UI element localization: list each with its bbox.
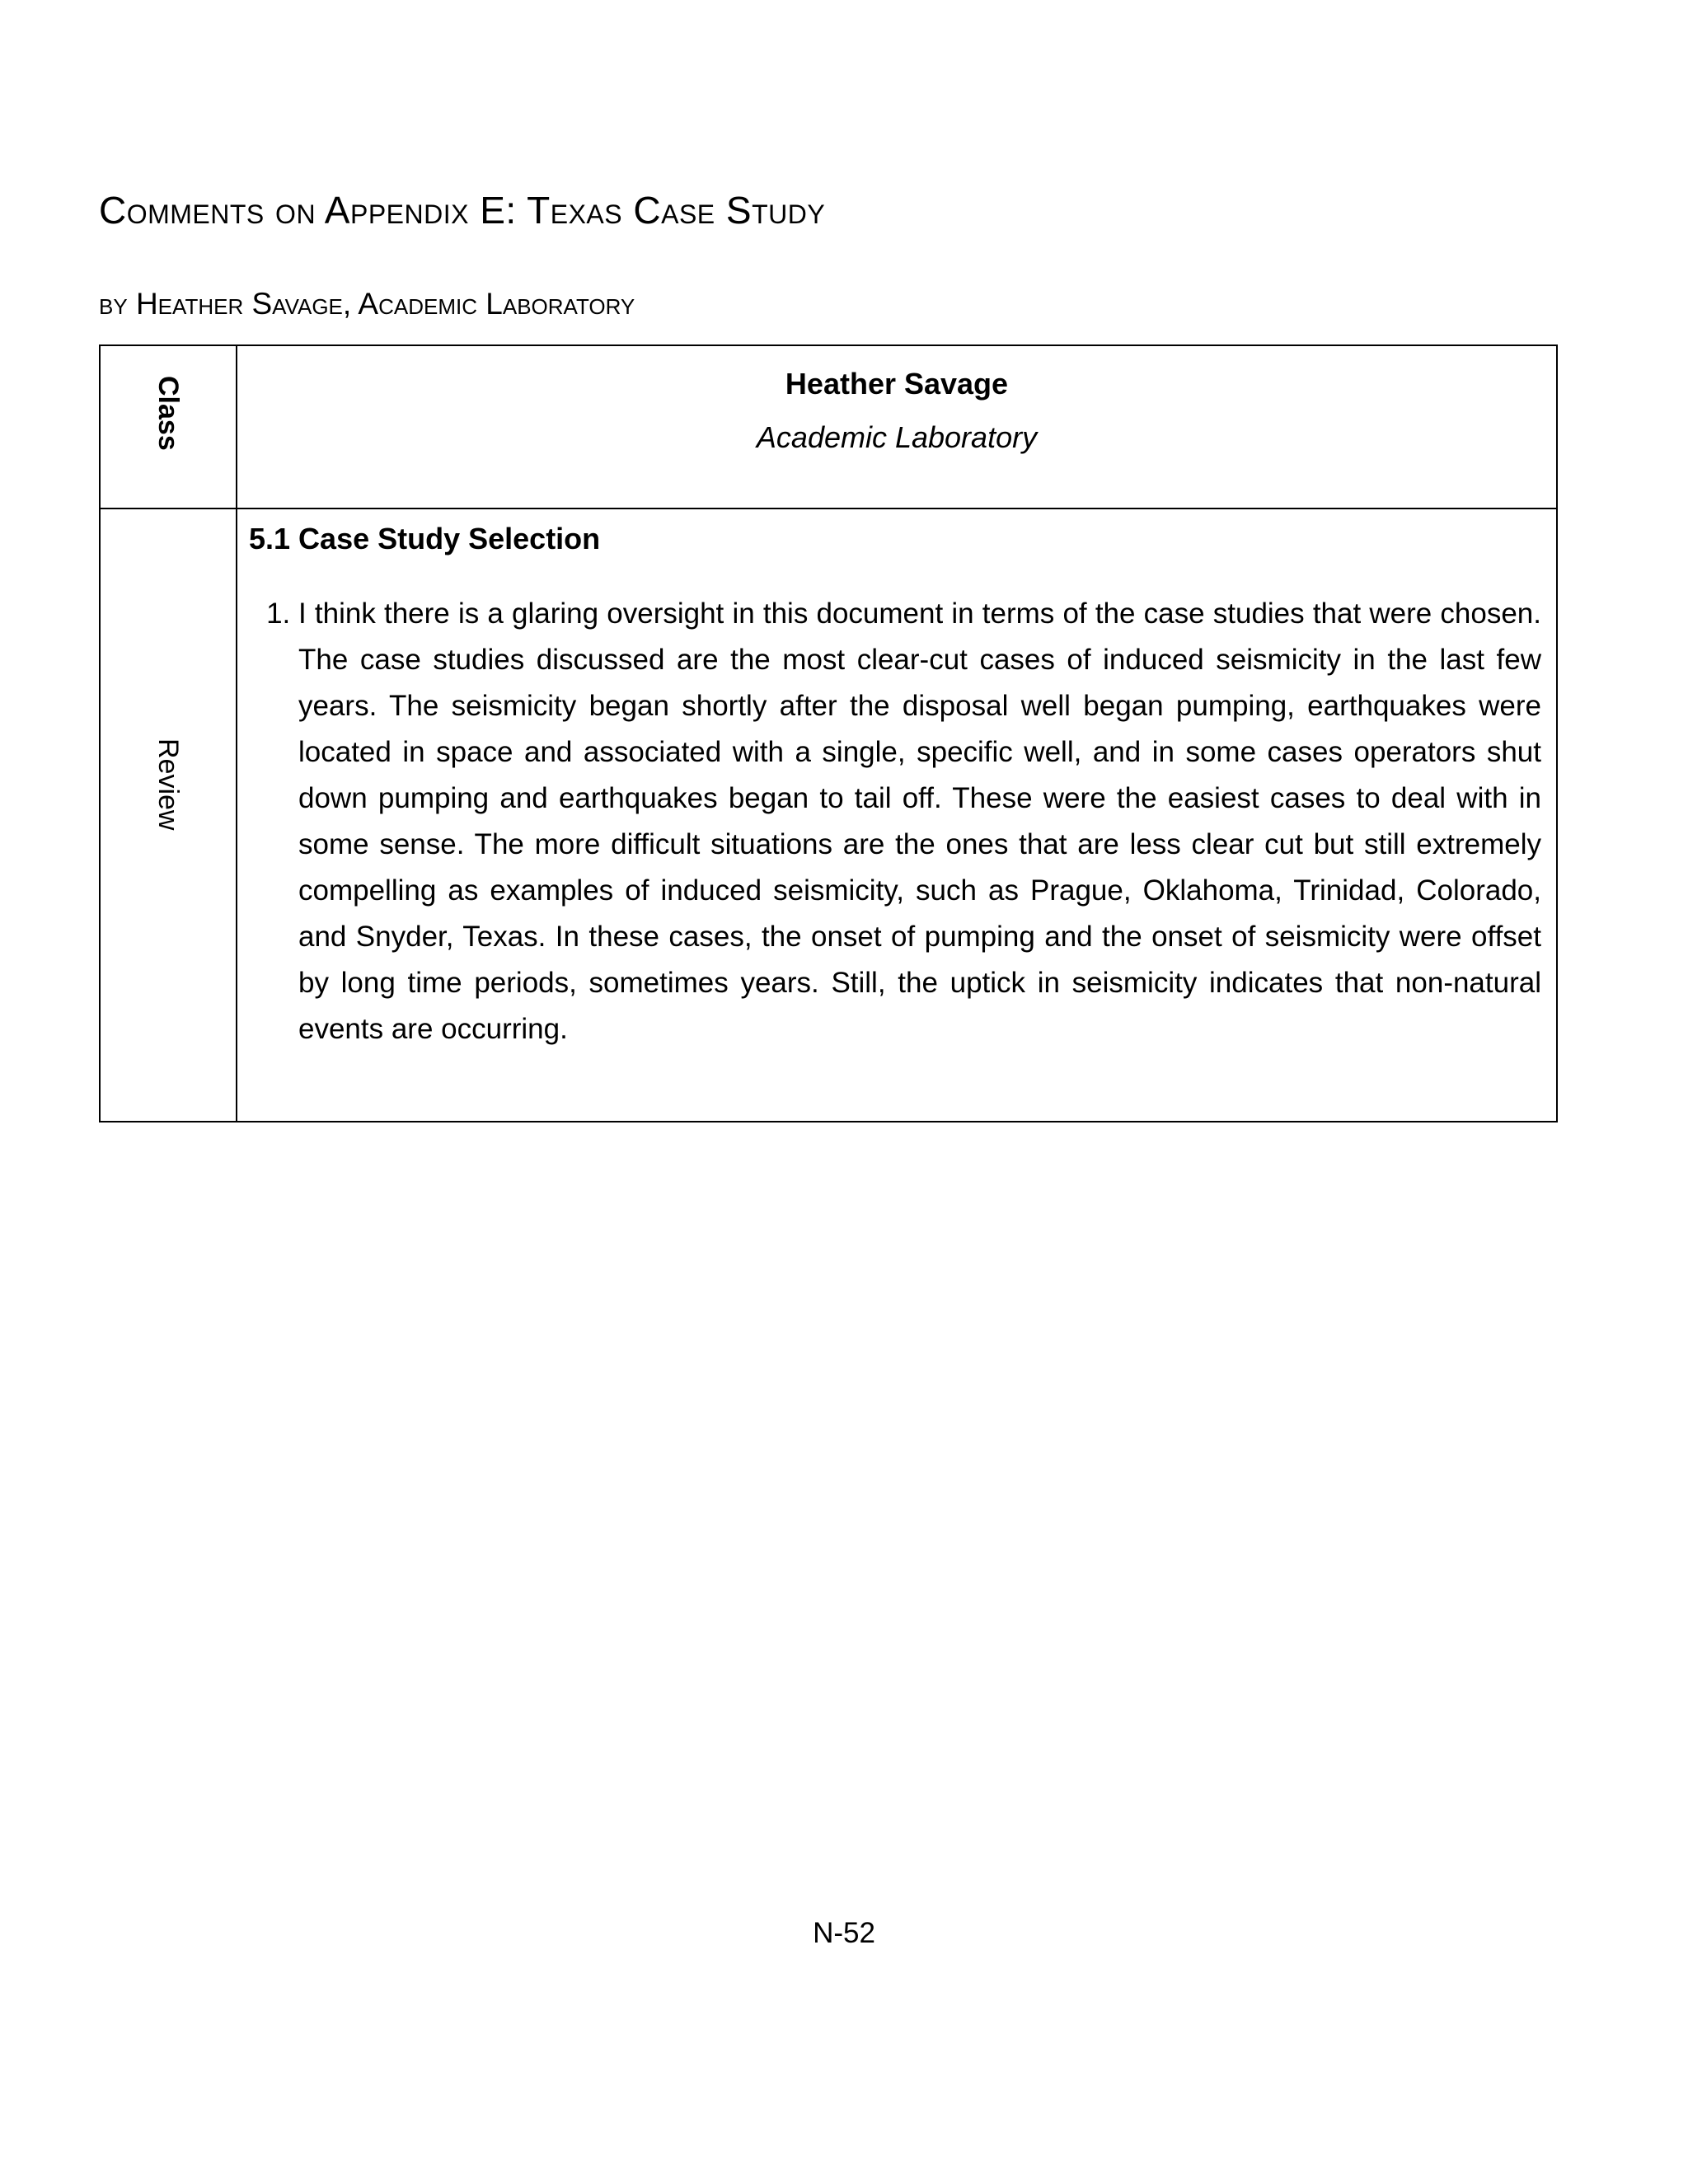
class-label: Class (152, 376, 184, 451)
review-label: Review (152, 738, 184, 831)
section-heading: 5.1 Case Study Selection (249, 522, 601, 555)
comment-item: 1. I think there is a glaring oversight in this document in terms of the case studies that were chosen. The case studies discussed are the most clear-cut cases of induced seismicity in the last few years. The seismicity began shortly after the disposal well began pumping, earthquakes were located in space and associated with a single, specific well, and in some cases operators shut down pumping and earthquakes began to tail off. These were the easiest cases to deal with in some sense. The more difficult situations are the ones that are less clear cut but still extremely compelling as examples of induced seismicity, such as Prague, Oklahoma, Trinidad, Colorado, and Snyder, Texas. In these cases, the onset of pumping and the onset of seismicity were offset by long time periods, sometimes years. Still, the uptick in seismicity indicates that non-natural events are occurring. (298, 591, 1541, 1052)
page-title: Comments on Appendix E: Texas Case Study (99, 189, 826, 232)
table-header-row (100, 345, 1557, 509)
reviewer-affiliation: Academic Laboratory (756, 420, 1038, 455)
reviewer-name: Heather Savage (785, 367, 1009, 401)
byline: by Heather Savage, Academic Laboratory (99, 287, 635, 321)
review-content-cell (237, 509, 1557, 1122)
comment-list (249, 591, 1541, 1052)
page-number: N-52 (813, 1917, 875, 1949)
class-label-cell (100, 345, 237, 509)
review-label-cell (100, 509, 237, 1122)
table-body-row (100, 509, 1557, 1122)
reviewer-cell (237, 345, 1557, 509)
review-table (99, 344, 1558, 1122)
